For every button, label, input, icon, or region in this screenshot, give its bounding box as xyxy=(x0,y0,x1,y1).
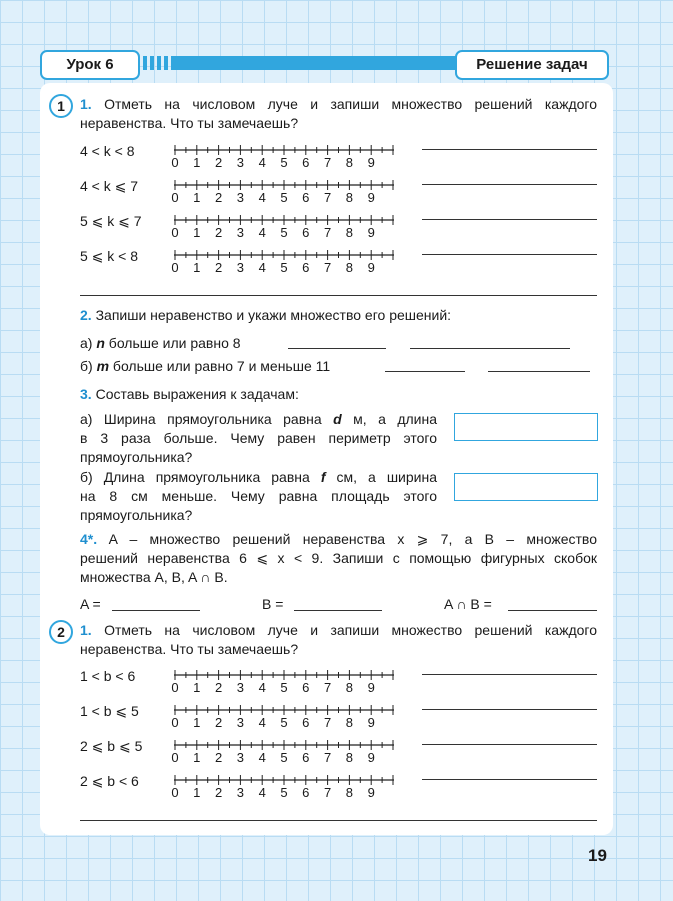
number-line-label: 2 xyxy=(214,715,223,730)
task3-title: 3. Составь выражения к задачам: xyxy=(80,386,299,402)
number-line-label: 1 xyxy=(193,190,201,205)
number-line-label: 4 xyxy=(258,190,266,205)
task4-line2: решений неравенства 6 ⩽ x < 9. Запиши с помощью фигурных скобок xyxy=(80,550,597,566)
number-line-svg xyxy=(171,736,394,765)
number-line-label: 3 xyxy=(236,260,245,275)
number-line-label: 4 xyxy=(258,225,266,240)
answer-line[interactable] xyxy=(422,709,597,710)
number-line-label: 0 xyxy=(171,715,179,730)
number-line-label: 7 xyxy=(323,260,332,275)
number-line-svg xyxy=(171,701,394,730)
number-line-label: 6 xyxy=(302,680,310,695)
number-line-label: 8 xyxy=(345,715,354,730)
number-line[interactable] xyxy=(171,701,394,730)
number-line-label: 4 xyxy=(258,715,266,730)
number-line-label: 6 xyxy=(302,190,310,205)
number-line-label: 2 xyxy=(214,190,223,205)
number-line-label: 2 xyxy=(214,225,223,240)
number-line-label: 5 xyxy=(280,155,288,170)
section-badge-2: 2 xyxy=(49,620,73,644)
number-line-label: 1 xyxy=(193,715,201,730)
lesson-label: Урок 6 xyxy=(40,50,140,80)
number-line-label: 1 xyxy=(193,750,201,765)
task1-line1: 1. Отметь на числовом луче и запиши множество решений каждого xyxy=(80,96,597,112)
number-line-label: 5 xyxy=(280,260,288,275)
answer-line[interactable] xyxy=(422,219,597,220)
number-line[interactable] xyxy=(171,176,394,205)
answer-box-a[interactable] xyxy=(454,413,598,441)
number-line-label: 0 xyxy=(171,190,179,205)
number-line-label: 0 xyxy=(171,260,179,275)
number-line-label: 1 xyxy=(193,785,201,800)
inequality-4: 5 ⩽ k < 8 xyxy=(80,248,139,264)
task3-a-line2: в 3 раза больше. Чему равен периметр этого xyxy=(80,430,437,446)
number-line-label: 5 xyxy=(280,750,288,765)
number-line-label: 1 xyxy=(193,225,201,240)
number-line-label: 6 xyxy=(302,155,310,170)
task3-a-line3: прямоугольника? xyxy=(80,449,193,465)
answer-line[interactable] xyxy=(422,254,597,255)
number-line-label: 1 xyxy=(193,155,201,170)
number-line-label: 3 xyxy=(236,680,245,695)
inequality-3: 5 ⩽ k ⩽ 7 xyxy=(80,213,142,229)
section-badge-1: 1 xyxy=(49,94,73,118)
number-line-label: 0 xyxy=(171,225,179,240)
answer-line[interactable] xyxy=(288,348,386,349)
number-line-svg xyxy=(171,666,394,695)
number-line[interactable] xyxy=(171,771,394,800)
number-line-label: 7 xyxy=(323,715,332,730)
number-line-label: 3 xyxy=(236,785,245,800)
answer-label-a: A = xyxy=(80,596,101,612)
page-number: 19 xyxy=(588,846,607,865)
number-line-label: 6 xyxy=(302,785,310,800)
number-line-label: 0 xyxy=(171,785,179,800)
number-line[interactable] xyxy=(171,666,394,695)
number-line-label: 4 xyxy=(258,785,266,800)
number-line-label: 3 xyxy=(236,225,245,240)
number-line-label: 7 xyxy=(323,225,332,240)
number-line-svg xyxy=(171,176,394,205)
task3-a-line1: а) Ширина прямоугольника равна d м, а длина xyxy=(80,411,437,427)
number-line[interactable] xyxy=(171,211,394,240)
number-line-label: 3 xyxy=(236,155,245,170)
number-line-label: 5 xyxy=(280,190,288,205)
answer-label-b: B = xyxy=(262,596,284,612)
number-line-label: 7 xyxy=(323,190,332,205)
answer-line-wide[interactable] xyxy=(80,295,597,296)
number-line-label: 4 xyxy=(258,260,266,275)
answer-line[interactable] xyxy=(422,149,597,150)
number-line-label: 9 xyxy=(367,260,375,275)
inequality-1: 4 < k < 8 xyxy=(80,143,135,159)
number-line-label: 9 xyxy=(367,715,375,730)
number-line-label: 4 xyxy=(258,750,266,765)
task3-b-line2: на 8 см меньше. Чему равна площадь этого xyxy=(80,488,437,504)
number-line-svg xyxy=(171,246,394,275)
inequality-5: 1 < b < 6 xyxy=(80,668,136,684)
number-line-label: 6 xyxy=(302,715,310,730)
number-line-label: 8 xyxy=(345,750,354,765)
number-line-label: 6 xyxy=(302,260,310,275)
number-line-label: 4 xyxy=(258,680,266,695)
task1-number: 1. xyxy=(80,96,92,112)
answer-line[interactable] xyxy=(294,610,382,611)
header-ticks xyxy=(143,56,168,70)
number-line-label: 9 xyxy=(367,680,375,695)
number-line-label: 9 xyxy=(367,190,375,205)
answer-line[interactable] xyxy=(422,779,597,780)
task2-title: 2. Запиши неравенство и укажи множество его решений: xyxy=(80,307,452,323)
inequality-2: 4 < k ⩽ 7 xyxy=(80,178,139,194)
number-line-label: 5 xyxy=(280,225,288,240)
number-line-label: 0 xyxy=(171,680,179,695)
topic-label: Решение задач xyxy=(455,50,609,80)
number-line-svg xyxy=(171,211,394,240)
number-line-label: 9 xyxy=(367,155,375,170)
answer-label-ab: A ∩ B = xyxy=(444,596,492,612)
answer-line[interactable] xyxy=(488,371,590,372)
number-line[interactable] xyxy=(171,141,394,170)
answer-line[interactable] xyxy=(112,610,200,611)
number-line-label: 5 xyxy=(280,785,288,800)
answer-box-b[interactable] xyxy=(454,473,598,501)
answer-line-wide[interactable] xyxy=(80,820,597,821)
number-line-label: 6 xyxy=(302,225,310,240)
number-line-label: 8 xyxy=(345,190,354,205)
header-bar xyxy=(171,56,457,70)
number-line-label: 9 xyxy=(367,225,375,240)
number-line-label: 2 xyxy=(214,155,223,170)
answer-line[interactable] xyxy=(410,348,570,349)
task1-line2: неравенства. Что ты замечаешь? xyxy=(80,115,299,131)
answer-line[interactable] xyxy=(385,371,465,372)
number-line-label: 8 xyxy=(345,680,354,695)
inequality-8: 2 ⩽ b < 6 xyxy=(80,773,139,789)
answer-line[interactable] xyxy=(422,184,597,185)
inequality-7: 2 ⩽ b ⩽ 5 xyxy=(80,738,143,754)
answer-line[interactable] xyxy=(508,610,597,611)
number-line-svg xyxy=(171,141,394,170)
number-line-label: 8 xyxy=(345,785,354,800)
number-line-label: 0 xyxy=(171,750,179,765)
s2-task1-line2: неравенства. Что ты замечаешь? xyxy=(80,641,299,657)
number-line-label: 4 xyxy=(258,155,266,170)
number-line-svg xyxy=(171,771,394,800)
number-line-label: 7 xyxy=(323,785,332,800)
number-line-label: 8 xyxy=(345,260,354,275)
number-line-label: 3 xyxy=(236,750,245,765)
number-line-label: 3 xyxy=(236,715,245,730)
number-line-label: 1 xyxy=(193,680,201,695)
number-line[interactable] xyxy=(171,246,394,275)
number-line-label: 2 xyxy=(214,680,223,695)
number-line-label: 2 xyxy=(214,785,223,800)
number-line-label: 1 xyxy=(193,260,201,275)
task3-b-line1: б) Длина прямоугольника равна f см, а ширина xyxy=(80,469,438,485)
number-line-label: 6 xyxy=(302,750,310,765)
answer-line[interactable] xyxy=(422,674,597,675)
number-line-label: 8 xyxy=(345,225,354,240)
inequality-6: 1 < b ⩽ 5 xyxy=(80,703,139,719)
number-line[interactable] xyxy=(171,736,394,765)
task4-line1: 4*. A – множество решений неравенства x ⩾ 7, а B – множество xyxy=(80,531,597,547)
number-line-label: 5 xyxy=(280,715,288,730)
number-line-label: 7 xyxy=(323,155,332,170)
task2-b: б) m больше или равно 7 и меньше 11 xyxy=(80,358,331,374)
number-line-label: 9 xyxy=(367,750,375,765)
answer-line[interactable] xyxy=(422,744,597,745)
task4-line3: множества A, B, A ∩ B. xyxy=(80,569,228,585)
number-line-label: 3 xyxy=(236,190,245,205)
number-line-label: 2 xyxy=(214,750,223,765)
number-line-label: 8 xyxy=(345,155,354,170)
number-line-label: 9 xyxy=(367,785,375,800)
number-line-label: 0 xyxy=(171,155,179,170)
task3-b-line3: прямоугольника? xyxy=(80,507,193,523)
number-line-label: 7 xyxy=(323,750,332,765)
number-line-label: 7 xyxy=(323,680,332,695)
task2-a: а) n больше или равно 8 xyxy=(80,335,241,351)
s2-task1-line1: 1. Отметь на числовом луче и запиши множество решений каждого xyxy=(80,622,597,638)
number-line-label: 5 xyxy=(280,680,288,695)
number-line-label: 2 xyxy=(214,260,223,275)
